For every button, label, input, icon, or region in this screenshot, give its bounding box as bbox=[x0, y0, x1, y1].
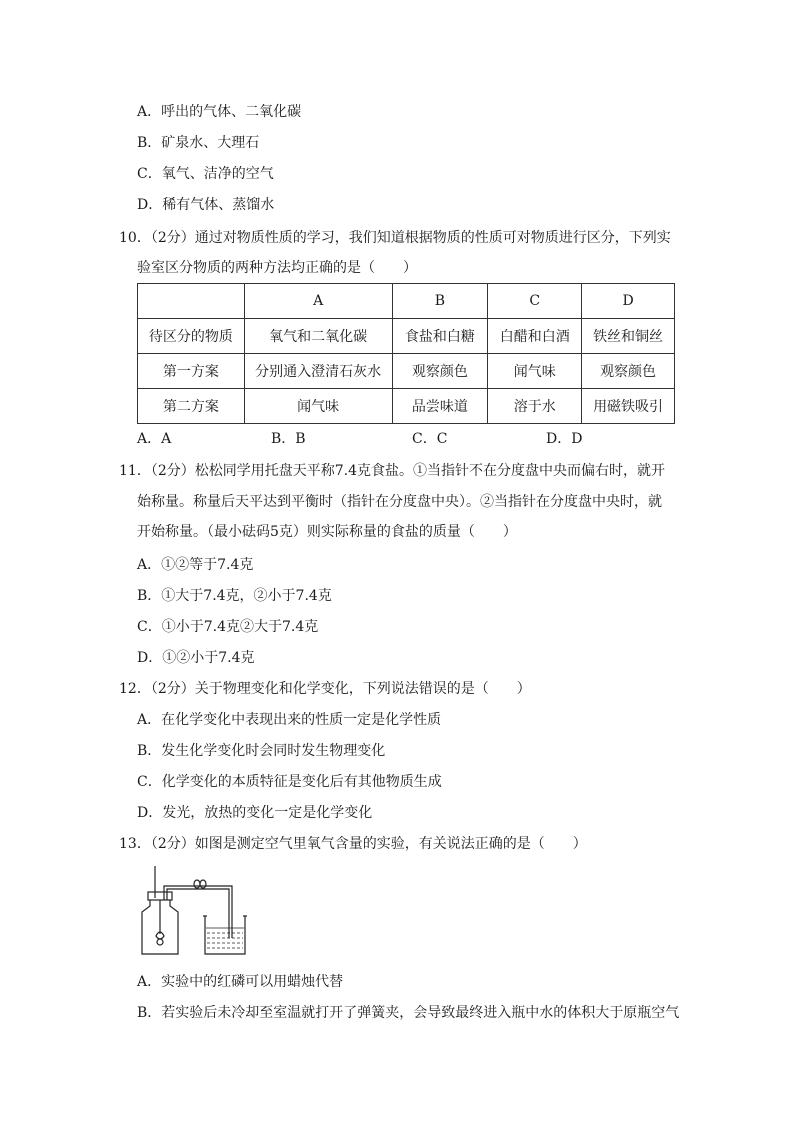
table-cell: 氧气和二氧化碳 bbox=[244, 319, 392, 354]
table-cell: 品尝味道 bbox=[392, 389, 488, 424]
q11-option-b: B．①大于7.4克，②小于7.4克 bbox=[137, 588, 332, 604]
table-cell: 分别通入澄清石灰水 bbox=[244, 354, 392, 389]
table-cell: 铁丝和铜丝 bbox=[582, 319, 675, 354]
q12-stem: 12．（2分）关于物理变化和化学变化，下列说法错误的是（ ） bbox=[119, 681, 531, 697]
q12-option-c: C．化学变化的本质特征是变化后有其他物质生成 bbox=[137, 774, 442, 790]
q11-stem-line1: 11．（2分）松松同学用托盘天平称7.4克食盐。①当指针不在分度盘中央而偏右时，就开 bbox=[119, 463, 665, 479]
q9-option-b: B．矿泉水、大理石 bbox=[137, 135, 260, 151]
q10-comparison-table bbox=[137, 283, 675, 424]
q12-option-b: B．发生化学变化时会同时发生物理变化 bbox=[137, 743, 386, 759]
table-cell: 第一方案 bbox=[138, 354, 245, 389]
q10-option-a: A．A bbox=[137, 431, 172, 447]
table-row bbox=[138, 319, 675, 354]
table-cell: 白醋和白酒 bbox=[488, 319, 582, 354]
table-cell: 闻气味 bbox=[244, 389, 392, 424]
q11-option-d: D．①②小于7.4克 bbox=[137, 650, 255, 666]
q11-option-a: A．①②等于7.4克 bbox=[137, 557, 254, 573]
table-cell: B bbox=[392, 284, 488, 319]
table-row bbox=[138, 354, 675, 389]
q9-option-a: A．呼出的气体、二氧化碳 bbox=[137, 104, 302, 120]
q10-option-b: B．B bbox=[271, 431, 306, 447]
q10-stem-line1: 10．（2分）通过对物质性质的学习，我们知道根据物质的性质可对物质进行区分，下列实 bbox=[119, 230, 671, 246]
q11-stem-line2: 始称量。称量后天平达到平衡时（指针在分度盘中央）。②当指针在分度盘中央时，就 bbox=[137, 494, 662, 510]
oxygen-experiment-figure bbox=[137, 864, 255, 960]
q13-option-b: B．若实验后未冷却至室温就打开了弹簧夹，会导致最终进入瓶中水的体积大于原瓶空气 bbox=[137, 1005, 680, 1021]
table-cell: 第二方案 bbox=[138, 389, 245, 424]
table-cell: 食盐和白糖 bbox=[392, 319, 488, 354]
table-cell: 用磁铁吸引 bbox=[582, 389, 675, 424]
q9-option-d: D．稀有气体、蒸馏水 bbox=[137, 197, 275, 213]
table-header-row bbox=[138, 284, 675, 319]
q10-stem-line2: 验室区分物质的两种方法均正确的是（ ） bbox=[137, 260, 417, 276]
table-cell: 闻气味 bbox=[488, 354, 582, 389]
table-cell: D bbox=[582, 284, 675, 319]
table-cell: C bbox=[488, 284, 582, 319]
table-cell: 观察颜色 bbox=[392, 354, 488, 389]
q11-stem-line3: 开始称量。（最小砝码5克）则实际称量的食盐的质量（ ） bbox=[137, 524, 517, 540]
table-cell: 观察颜色 bbox=[582, 354, 675, 389]
table-cell: 溶于水 bbox=[488, 389, 582, 424]
table-cell bbox=[138, 284, 245, 319]
q10-option-c: C．C bbox=[412, 431, 448, 447]
q13-stem: 13．（2分）如图是测定空气里氧气含量的实验，有关说法正确的是（ ） bbox=[119, 836, 587, 852]
q11-option-c: C．①小于7.4克②大于7.4克 bbox=[137, 619, 319, 635]
q13-option-a: A．实验中的红磷可以用蜡烛代替 bbox=[137, 974, 344, 990]
table-row bbox=[138, 389, 675, 424]
q12-option-d: D．发光，放热的变化一定是化学变化 bbox=[137, 805, 373, 821]
q10-option-d: D．D bbox=[546, 431, 583, 447]
q9-option-c: C．氧气、洁净的空气 bbox=[137, 166, 274, 182]
table-cell: A bbox=[244, 284, 392, 319]
table-cell: 待区分的物质 bbox=[138, 319, 245, 354]
q12-option-a: A．在化学变化中表现出来的性质一定是化学性质 bbox=[137, 712, 442, 728]
